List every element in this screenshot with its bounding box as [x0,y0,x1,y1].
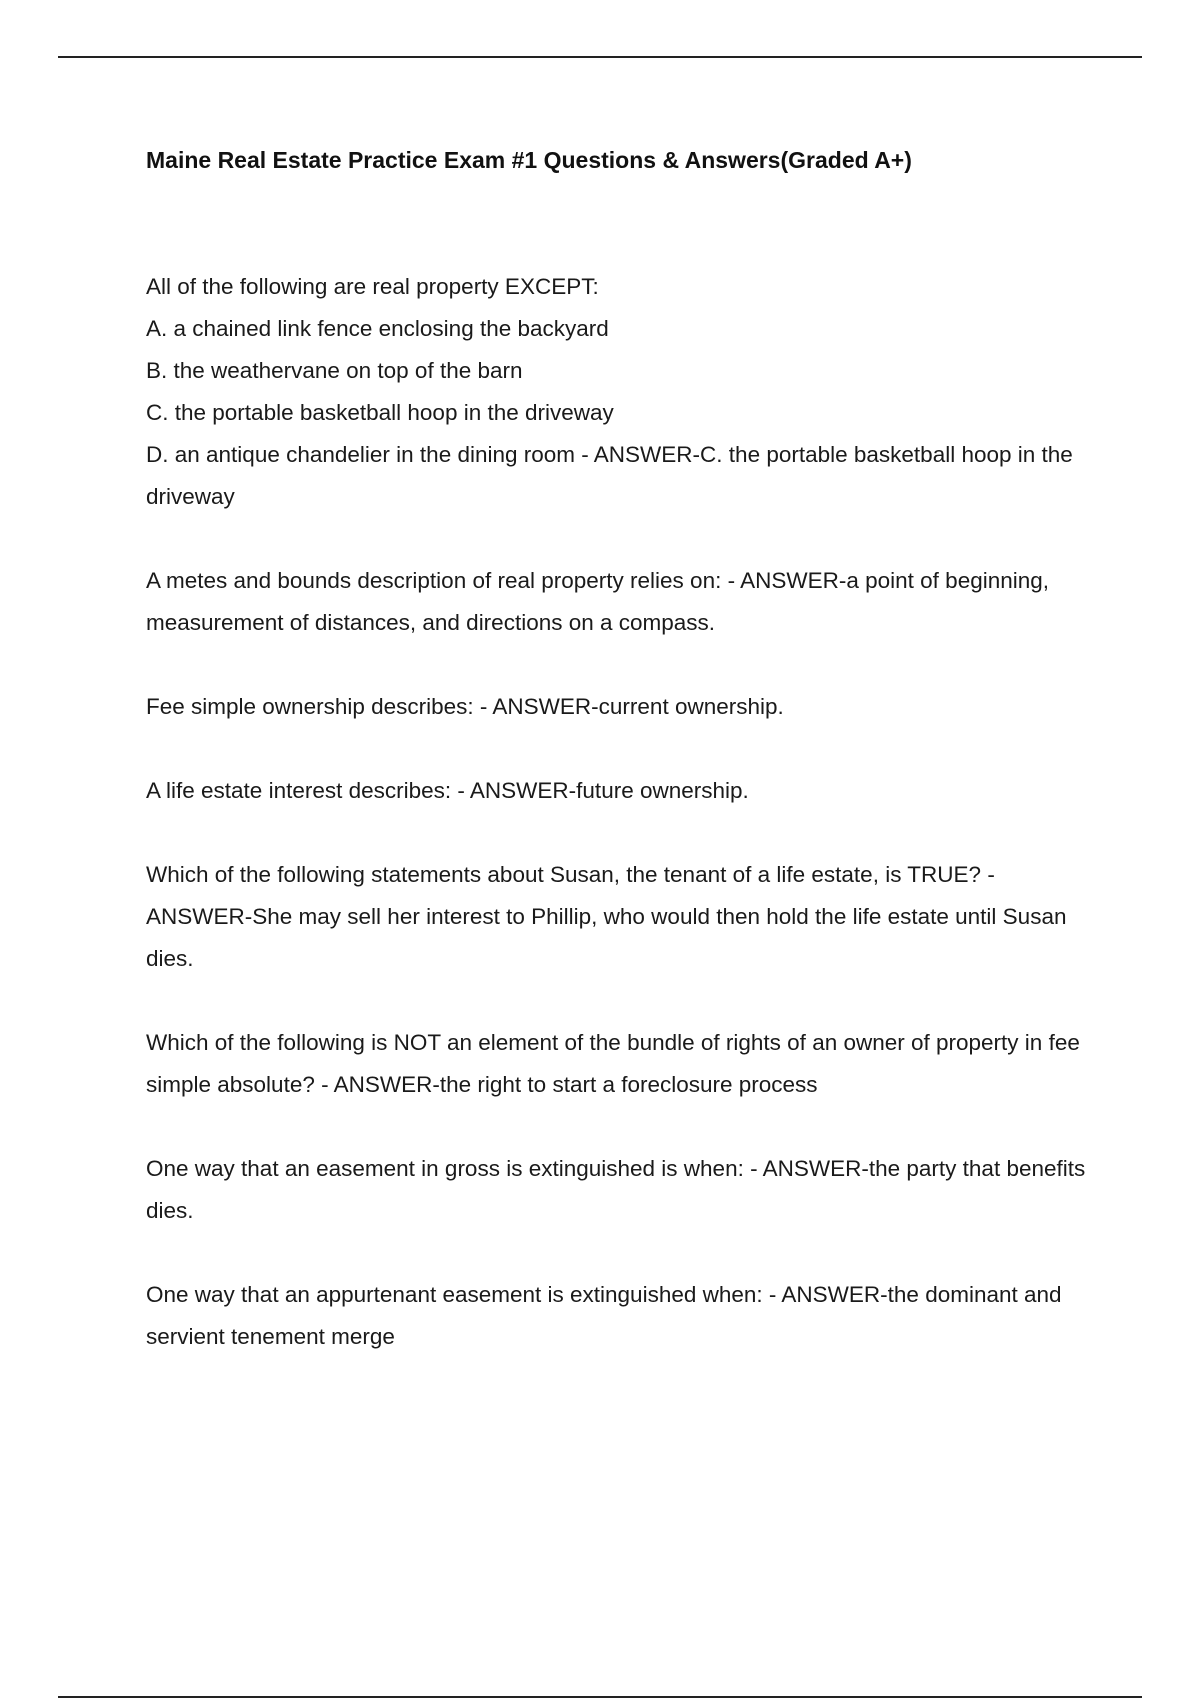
question-text: A metes and bounds description of real property relies on: [146,568,722,593]
answer-text: future ownership. [576,778,749,803]
answer-text: current ownership. [598,694,784,719]
qa-item [146,686,1096,728]
top-rule [58,56,1142,58]
option-b: B. the weathervane on top of the barn [146,358,523,383]
answer-text: a point of beginning, measurement of distances, and directions on a compass. [146,568,1050,635]
answer-separator: - ANSWER- [473,694,599,719]
qa-item [146,1148,1096,1232]
qa-item [146,854,1096,980]
answer-separator: - ANSWER- [721,568,847,593]
answer-separator: - ANSWER- [575,442,701,467]
answer-text: the dominant and servient tenement merge [146,1282,1062,1349]
answer-text: the party that benefits dies. [146,1156,1086,1223]
qa-list [146,266,1096,1358]
question-text: One way that an appurtenant easement is extinguished when: [146,1282,763,1307]
question-text: Fee simple ownership describes: [146,694,474,719]
option-a: A. a chained link fence enclosing the backyard [146,316,609,341]
qa-item [146,266,1096,518]
qa-item [146,770,1096,812]
answer-separator: - ANSWER- [762,1282,888,1307]
answer-separator: - ANSWER- [451,778,577,803]
answer-separator: - ANSWER- [743,1156,869,1181]
option-c: C. the portable basketball hoop in the driveway [146,400,614,425]
question-text: All of the following are real property EXCEPT: [146,274,599,299]
qa-item [146,560,1096,644]
answer-text: She may sell her interest to Phillip, who would then hold the life estate until Susan dies. [146,904,1067,971]
question-text: A life estate interest describes: [146,778,452,803]
document-title: Maine Real Estate Practice Exam #1 Questions & Answers(Graded A+) [146,147,912,173]
answer-separator: - ANSWER- [146,862,995,929]
option-d: D. an antique chandelier in the dining room [146,442,576,467]
answer-separator: - ANSWER- [314,1072,440,1097]
bottom-rule [58,1696,1142,1698]
qa-item [146,1274,1096,1358]
question-text: One way that an easement in gross is extinguished is when: [146,1156,744,1181]
question-text: Which of the following is NOT an element of the bundle of rights of an owner of property in fee simple absolute? [146,1030,1080,1097]
qa-item [146,1022,1096,1106]
document-body [146,140,1096,1400]
answer-text: the right to start a foreclosure process [439,1072,818,1097]
answer-text: C. the portable basketball hoop in the driveway [146,442,1073,509]
question-text: Which of the following statements about Susan, the tenant of a life estate, is TRUE? [146,862,982,887]
